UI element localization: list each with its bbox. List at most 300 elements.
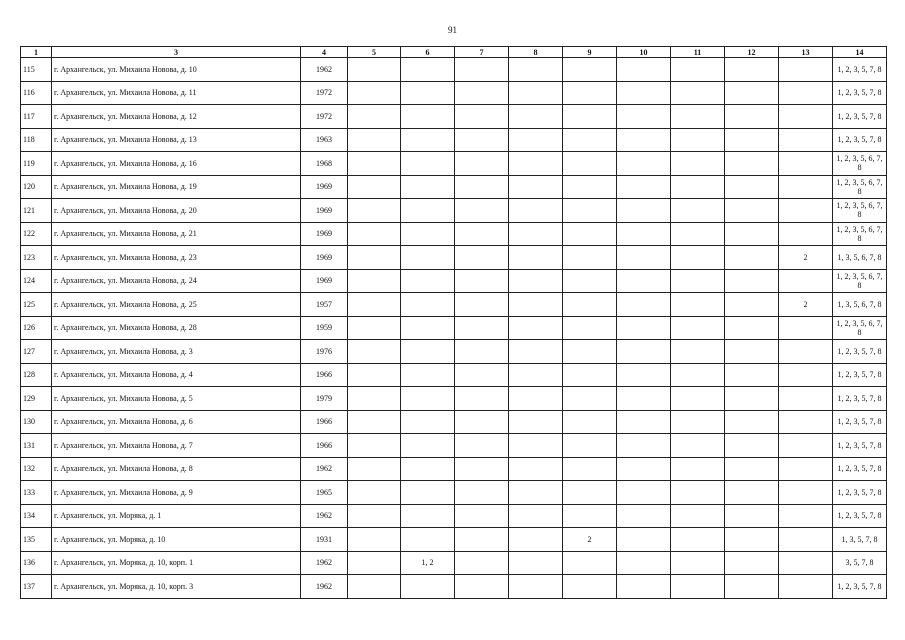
column-header-3: 3 <box>52 47 301 58</box>
address-cell: г. Архангельск, ул. Михаила Новова, д. 3 <box>52 340 301 364</box>
col13-cell <box>779 81 833 105</box>
column-header-12: 12 <box>725 47 779 58</box>
col6-cell <box>401 269 455 293</box>
col14-cell: 1, 2, 3, 5, 6, 7, 8 <box>833 152 887 176</box>
col14-cell: 1, 2, 3, 5, 7, 8 <box>833 105 887 129</box>
column-header-1: 1 <box>21 47 52 58</box>
col13-cell <box>779 363 833 387</box>
row-number: 133 <box>21 481 52 505</box>
col6-cell <box>401 199 455 223</box>
year-cell: 1966 <box>301 434 348 458</box>
col9-cell <box>563 128 617 152</box>
col7-cell <box>455 105 509 129</box>
col8-cell <box>509 457 563 481</box>
row-number: 120 <box>21 175 52 199</box>
year-cell: 1962 <box>301 575 348 599</box>
col8-cell <box>509 269 563 293</box>
address-cell: г. Архангельск, ул. Михаила Новова, д. 7 <box>52 434 301 458</box>
col6-cell <box>401 340 455 364</box>
col6-cell <box>401 128 455 152</box>
address-cell: г. Архангельск, ул. Моряка, д. 10, корп. 3 <box>52 575 301 599</box>
col5-cell <box>348 434 401 458</box>
col11-cell <box>671 340 725 364</box>
col11-cell <box>671 152 725 176</box>
col13-cell <box>779 504 833 528</box>
col10-cell <box>617 58 671 82</box>
col14-cell: 1, 3, 5, 6, 7, 8 <box>833 293 887 317</box>
col5-cell <box>348 58 401 82</box>
col11-cell <box>671 269 725 293</box>
address-cell: г. Архангельск, ул. Михаила Новова, д. 19 <box>52 175 301 199</box>
col10-cell <box>617 434 671 458</box>
col7-cell <box>455 363 509 387</box>
address-cell: г. Архангельск, ул. Михаила Новова, д. 25 <box>52 293 301 317</box>
col6-cell: 1, 2 <box>401 551 455 575</box>
col11-cell <box>671 410 725 434</box>
col11-cell <box>671 105 725 129</box>
col11-cell <box>671 387 725 411</box>
address-cell: г. Архангельск, ул. Михаила Новова, д. 13 <box>52 128 301 152</box>
col8-cell <box>509 199 563 223</box>
col8-cell <box>509 387 563 411</box>
address-cell: г. Архангельск, ул. Моряка, д. 10, корп. 1 <box>52 551 301 575</box>
col6-cell <box>401 58 455 82</box>
col9-cell <box>563 387 617 411</box>
col6-cell <box>401 246 455 270</box>
col12-cell <box>725 316 779 340</box>
row-number: 136 <box>21 551 52 575</box>
col9-cell <box>563 222 617 246</box>
col13-cell <box>779 340 833 364</box>
row-number: 115 <box>21 58 52 82</box>
col9-cell <box>563 434 617 458</box>
col12-cell <box>725 434 779 458</box>
col13-cell <box>779 575 833 599</box>
col6-cell <box>401 293 455 317</box>
page-number: 91 <box>448 25 457 35</box>
row-number: 137 <box>21 575 52 599</box>
col10-cell <box>617 81 671 105</box>
col6-cell <box>401 410 455 434</box>
column-header-11: 11 <box>671 47 725 58</box>
col8-cell <box>509 152 563 176</box>
col12-cell <box>725 269 779 293</box>
col7-cell <box>455 128 509 152</box>
col7-cell <box>455 175 509 199</box>
col7-cell <box>455 457 509 481</box>
table-row <box>21 246 887 270</box>
col13-cell <box>779 152 833 176</box>
row-number: 119 <box>21 152 52 176</box>
table-row <box>21 105 887 129</box>
column-header-6: 6 <box>401 47 455 58</box>
col7-cell <box>455 246 509 270</box>
address-cell: г. Архангельск, ул. Михаила Новова, д. 21 <box>52 222 301 246</box>
col11-cell <box>671 504 725 528</box>
year-cell: 1963 <box>301 128 348 152</box>
col11-cell <box>671 58 725 82</box>
col14-cell: 1, 2, 3, 5, 6, 7, 8 <box>833 269 887 293</box>
col14-cell: 1, 3, 5, 6, 7, 8 <box>833 246 887 270</box>
table-row <box>21 222 887 246</box>
col13-cell <box>779 175 833 199</box>
col8-cell <box>509 246 563 270</box>
col10-cell <box>617 293 671 317</box>
col7-cell <box>455 551 509 575</box>
address-cell: г. Архангельск, ул. Михаила Новова, д. 24 <box>52 269 301 293</box>
col11-cell <box>671 293 725 317</box>
table-row <box>21 528 887 552</box>
col8-cell <box>509 410 563 434</box>
column-header-10: 10 <box>617 47 671 58</box>
col6-cell <box>401 434 455 458</box>
table-row <box>21 551 887 575</box>
col14-cell: 1, 2, 3, 5, 7, 8 <box>833 81 887 105</box>
col9-cell <box>563 58 617 82</box>
col5-cell <box>348 81 401 105</box>
col13-cell <box>779 128 833 152</box>
col5-cell <box>348 222 401 246</box>
col8-cell <box>509 222 563 246</box>
column-header-7: 7 <box>455 47 509 58</box>
year-cell: 1968 <box>301 152 348 176</box>
header-row <box>21 47 887 58</box>
year-cell: 1979 <box>301 387 348 411</box>
row-number: 125 <box>21 293 52 317</box>
column-header-14: 14 <box>833 47 887 58</box>
col13-cell <box>779 105 833 129</box>
col10-cell <box>617 410 671 434</box>
column-header-5: 5 <box>348 47 401 58</box>
col5-cell <box>348 504 401 528</box>
col8-cell <box>509 551 563 575</box>
col13-cell <box>779 58 833 82</box>
col12-cell <box>725 152 779 176</box>
col14-cell: 1, 2, 3, 5, 7, 8 <box>833 410 887 434</box>
col9-cell <box>563 81 617 105</box>
year-cell: 1959 <box>301 316 348 340</box>
col6-cell <box>401 81 455 105</box>
row-number: 121 <box>21 199 52 223</box>
col10-cell <box>617 222 671 246</box>
row-number: 117 <box>21 105 52 129</box>
year-cell: 1976 <box>301 340 348 364</box>
address-cell: г. Архангельск, ул. Михаила Новова, д. 28 <box>52 316 301 340</box>
col10-cell <box>617 152 671 176</box>
col13-cell <box>779 551 833 575</box>
col12-cell <box>725 551 779 575</box>
col9-cell <box>563 363 617 387</box>
col14-cell: 1, 2, 3, 5, 7, 8 <box>833 575 887 599</box>
col9-cell <box>563 410 617 434</box>
col8-cell <box>509 434 563 458</box>
year-cell: 1969 <box>301 269 348 293</box>
col7-cell <box>455 481 509 505</box>
col14-cell: 1, 2, 3, 5, 6, 7, 8 <box>833 316 887 340</box>
year-cell: 1966 <box>301 363 348 387</box>
table-row <box>21 175 887 199</box>
column-header-9: 9 <box>563 47 617 58</box>
col13-cell <box>779 199 833 223</box>
col11-cell <box>671 316 725 340</box>
col13-cell <box>779 410 833 434</box>
col6-cell <box>401 363 455 387</box>
table-row <box>21 293 887 317</box>
col10-cell <box>617 199 671 223</box>
col9-cell <box>563 199 617 223</box>
col13-cell <box>779 457 833 481</box>
col9-cell <box>563 316 617 340</box>
col8-cell <box>509 58 563 82</box>
row-number: 116 <box>21 81 52 105</box>
col12-cell <box>725 481 779 505</box>
col10-cell <box>617 457 671 481</box>
year-cell: 1969 <box>301 199 348 223</box>
table-row <box>21 457 887 481</box>
col11-cell <box>671 175 725 199</box>
col12-cell <box>725 105 779 129</box>
address-cell: г. Архангельск, ул. Михаила Новова, д. 9 <box>52 481 301 505</box>
col12-cell <box>725 199 779 223</box>
address-cell: г. Архангельск, ул. Михаила Новова, д. 16 <box>52 152 301 176</box>
row-number: 134 <box>21 504 52 528</box>
col11-cell <box>671 575 725 599</box>
col5-cell <box>348 387 401 411</box>
address-cell: г. Архангельск, ул. Михаила Новова, д. 4 <box>52 363 301 387</box>
col7-cell <box>455 340 509 364</box>
col13-cell <box>779 269 833 293</box>
col5-cell <box>348 528 401 552</box>
col9-cell <box>563 269 617 293</box>
col10-cell <box>617 269 671 293</box>
col14-cell: 1, 2, 3, 5, 7, 8 <box>833 58 887 82</box>
col5-cell <box>348 316 401 340</box>
col8-cell <box>509 481 563 505</box>
table-row <box>21 128 887 152</box>
address-cell: г. Архангельск, ул. Михаила Новова, д. 8 <box>52 457 301 481</box>
year-cell: 1969 <box>301 175 348 199</box>
table-row <box>21 434 887 458</box>
year-cell: 1969 <box>301 222 348 246</box>
row-number: 124 <box>21 269 52 293</box>
col14-cell: 3, 5, 7, 8 <box>833 551 887 575</box>
col14-cell: 1, 2, 3, 5, 7, 8 <box>833 504 887 528</box>
col13-cell <box>779 222 833 246</box>
col9-cell <box>563 551 617 575</box>
col7-cell <box>455 222 509 246</box>
col9-cell <box>563 504 617 528</box>
year-cell: 1962 <box>301 457 348 481</box>
year-cell: 1957 <box>301 293 348 317</box>
col14-cell: 1, 2, 3, 5, 7, 8 <box>833 340 887 364</box>
col14-cell: 1, 3, 5, 7, 8 <box>833 528 887 552</box>
col7-cell <box>455 434 509 458</box>
col8-cell <box>509 340 563 364</box>
col8-cell <box>509 175 563 199</box>
col5-cell <box>348 410 401 434</box>
col6-cell <box>401 316 455 340</box>
col14-cell: 1, 2, 3, 5, 7, 8 <box>833 457 887 481</box>
col10-cell <box>617 246 671 270</box>
col7-cell <box>455 387 509 411</box>
col10-cell <box>617 316 671 340</box>
col6-cell <box>401 457 455 481</box>
year-cell: 1966 <box>301 410 348 434</box>
table-row <box>21 269 887 293</box>
col6-cell <box>401 387 455 411</box>
col12-cell <box>725 504 779 528</box>
col11-cell <box>671 481 725 505</box>
col5-cell <box>348 551 401 575</box>
address-cell: г. Архангельск, ул. Михаила Новова, д. 11 <box>52 81 301 105</box>
col14-cell: 1, 2, 3, 5, 6, 7, 8 <box>833 175 887 199</box>
col12-cell <box>725 175 779 199</box>
row-number: 129 <box>21 387 52 411</box>
col7-cell <box>455 199 509 223</box>
col14-cell: 1, 2, 3, 5, 7, 8 <box>833 434 887 458</box>
col5-cell <box>348 481 401 505</box>
col11-cell <box>671 551 725 575</box>
year-cell: 1972 <box>301 81 348 105</box>
col12-cell <box>725 81 779 105</box>
col7-cell <box>455 504 509 528</box>
col12-cell <box>725 58 779 82</box>
row-number: 130 <box>21 410 52 434</box>
address-cell: г. Архангельск, ул. Моряка, д. 1 <box>52 504 301 528</box>
col7-cell <box>455 58 509 82</box>
col10-cell <box>617 575 671 599</box>
col6-cell <box>401 222 455 246</box>
col10-cell <box>617 551 671 575</box>
col6-cell <box>401 504 455 528</box>
address-cell: г. Архангельск, ул. Михаила Новова, д. 23 <box>52 246 301 270</box>
year-cell: 1962 <box>301 504 348 528</box>
col12-cell <box>725 575 779 599</box>
col7-cell <box>455 269 509 293</box>
col8-cell <box>509 81 563 105</box>
row-number: 127 <box>21 340 52 364</box>
col10-cell <box>617 387 671 411</box>
col11-cell <box>671 246 725 270</box>
col14-cell: 1, 2, 3, 5, 7, 8 <box>833 363 887 387</box>
column-header-4: 4 <box>301 47 348 58</box>
col11-cell <box>671 457 725 481</box>
col7-cell <box>455 316 509 340</box>
col5-cell <box>348 152 401 176</box>
col5-cell <box>348 199 401 223</box>
year-cell: 1972 <box>301 105 348 129</box>
table-row <box>21 316 887 340</box>
table-row <box>21 481 887 505</box>
col9-cell <box>563 293 617 317</box>
col12-cell <box>725 363 779 387</box>
col11-cell <box>671 128 725 152</box>
col12-cell <box>725 410 779 434</box>
col12-cell <box>725 128 779 152</box>
table-row <box>21 410 887 434</box>
col11-cell <box>671 81 725 105</box>
col9-cell <box>563 481 617 505</box>
col8-cell <box>509 316 563 340</box>
table-row <box>21 504 887 528</box>
col10-cell <box>617 175 671 199</box>
row-number: 118 <box>21 128 52 152</box>
col9-cell <box>563 175 617 199</box>
col9-cell: 2 <box>563 528 617 552</box>
col13-cell: 2 <box>779 293 833 317</box>
col14-cell: 1, 2, 3, 5, 7, 8 <box>833 387 887 411</box>
col10-cell <box>617 528 671 552</box>
col14-cell: 1, 2, 3, 5, 6, 7, 8 <box>833 199 887 223</box>
col13-cell <box>779 316 833 340</box>
col5-cell <box>348 363 401 387</box>
col12-cell <box>725 293 779 317</box>
col9-cell <box>563 246 617 270</box>
col13-cell: 2 <box>779 246 833 270</box>
col12-cell <box>725 222 779 246</box>
col10-cell <box>617 128 671 152</box>
address-cell: г. Архангельск, ул. Михаила Новова, д. 12 <box>52 105 301 129</box>
col5-cell <box>348 293 401 317</box>
col11-cell <box>671 363 725 387</box>
column-header-13: 13 <box>779 47 833 58</box>
col10-cell <box>617 363 671 387</box>
col7-cell <box>455 528 509 552</box>
col11-cell <box>671 528 725 552</box>
col7-cell <box>455 293 509 317</box>
col11-cell <box>671 222 725 246</box>
col10-cell <box>617 481 671 505</box>
col13-cell <box>779 481 833 505</box>
col11-cell <box>671 434 725 458</box>
row-number: 135 <box>21 528 52 552</box>
col5-cell <box>348 175 401 199</box>
col8-cell <box>509 105 563 129</box>
col10-cell <box>617 504 671 528</box>
col14-cell: 1, 2, 3, 5, 7, 8 <box>833 481 887 505</box>
table-row <box>21 152 887 176</box>
table-body <box>21 58 887 599</box>
row-number: 128 <box>21 363 52 387</box>
table-row <box>21 199 887 223</box>
col5-cell <box>348 269 401 293</box>
year-cell: 1965 <box>301 481 348 505</box>
row-number: 131 <box>21 434 52 458</box>
col10-cell <box>617 340 671 364</box>
row-number: 126 <box>21 316 52 340</box>
col13-cell <box>779 434 833 458</box>
table-row <box>21 58 887 82</box>
col9-cell <box>563 105 617 129</box>
col9-cell <box>563 457 617 481</box>
col12-cell <box>725 340 779 364</box>
table-row <box>21 387 887 411</box>
col13-cell <box>779 528 833 552</box>
col7-cell <box>455 575 509 599</box>
col7-cell <box>455 152 509 176</box>
col5-cell <box>348 457 401 481</box>
col6-cell <box>401 575 455 599</box>
col5-cell <box>348 128 401 152</box>
col7-cell <box>455 410 509 434</box>
col9-cell <box>563 575 617 599</box>
row-number: 122 <box>21 222 52 246</box>
col7-cell <box>455 81 509 105</box>
col13-cell <box>779 387 833 411</box>
col12-cell <box>725 246 779 270</box>
col8-cell <box>509 504 563 528</box>
col9-cell <box>563 340 617 364</box>
